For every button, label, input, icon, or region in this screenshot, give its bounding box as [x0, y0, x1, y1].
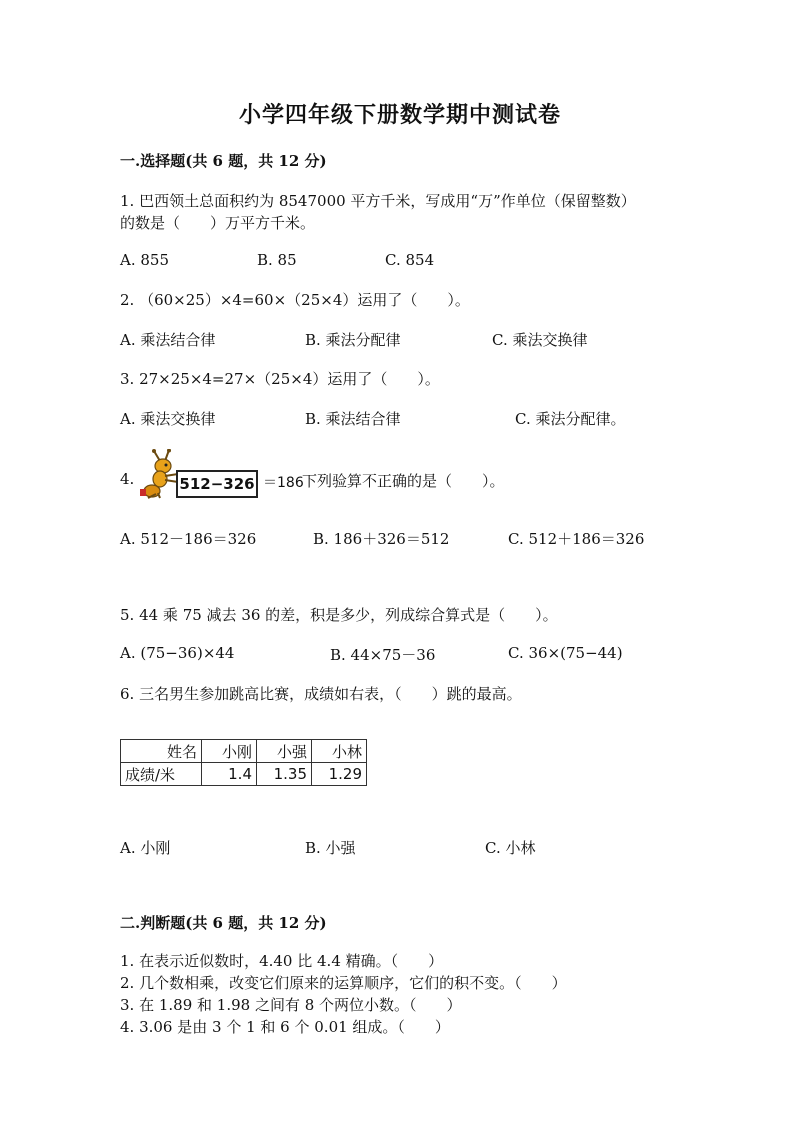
- question-3-option-a[interactable]: A. 乘法交换律: [120, 410, 216, 428]
- question-4-option-c[interactable]: C. 512＋186＝326: [508, 530, 645, 548]
- question-4-option-a[interactable]: A. 512－186＝326: [120, 530, 257, 548]
- table-header-cell: 小强: [257, 740, 312, 763]
- table-header-cell: 小刚: [202, 740, 257, 763]
- question-2-option-c[interactable]: C. 乘法交换律: [492, 331, 588, 349]
- question-6-option-b[interactable]: B. 小强: [305, 839, 356, 857]
- table-cell: 1.4: [202, 763, 257, 786]
- question-5-option-a[interactable]: A. (75−36)×44: [120, 644, 235, 662]
- question-6-option-c[interactable]: C. 小林: [485, 839, 536, 857]
- judgment-item-2: 2. 几个数相乘，改变它们原来的运算顺序，它们的积不变。（ ）: [120, 974, 567, 992]
- question-1-option-c[interactable]: C. 854: [385, 251, 435, 269]
- question-4-option-b[interactable]: B. 186＋326＝512: [313, 530, 450, 548]
- question-3-option-b[interactable]: B. 乘法结合律: [305, 410, 401, 428]
- question-5-option-c[interactable]: C. 36×(75−44): [508, 644, 623, 662]
- question-1-line1: 1. 巴西领土总面积约为 8547000 平方千米，写成用“万”作单位（保留整数）: [120, 192, 636, 210]
- judgment-item-3: 3. 在 1.89 和 1.98 之间有 8 个两位小数。（ ）: [120, 996, 462, 1014]
- table-header-cell: 小林: [312, 740, 367, 763]
- calculation-result: ＝186: [263, 475, 304, 491]
- question-4-number: 4.: [120, 470, 135, 488]
- page-title: 小学四年级下册数学期中测试卷: [238, 102, 561, 128]
- question-2-option-b[interactable]: B. 乘法分配律: [305, 331, 401, 349]
- table-cell: 成绩/米: [121, 763, 202, 786]
- question-2-option-a[interactable]: A. 乘法结合律: [120, 331, 216, 349]
- score-table: [120, 739, 367, 786]
- table-cell: 1.29: [312, 763, 367, 786]
- question-6-option-a[interactable]: A. 小刚: [120, 839, 171, 857]
- table-row: [121, 763, 367, 786]
- question-2-text: 2. （60×25）×4=60×（25×4）运用了（ ）。: [120, 291, 470, 309]
- question-3-option-c[interactable]: C. 乘法分配律。: [515, 410, 626, 428]
- question-6-text: 6. 三名男生参加跳高比赛，成绩如右表，（ ）跳的最高。: [120, 685, 522, 703]
- question-3-text: 3. 27×25×4=27×（25×4）运用了（ ）。: [120, 370, 440, 388]
- question-1-option-b[interactable]: B. 85: [257, 251, 297, 269]
- question-5-option-b[interactable]: B. 44×75－36: [330, 646, 436, 664]
- section-heading-choice: 一.选择题(共 6 题，共 12 分): [120, 152, 327, 170]
- question-4-text: 下列验算不正确的是（ ）。: [302, 472, 505, 490]
- question-5-text: 5. 44 乘 75 减去 36 的差，积是多少，列成综合算式是（ ）。: [120, 606, 558, 624]
- judgment-item-4: 4. 3.06 是由 3 个 1 和 6 个 0.01 组成。（ ）: [120, 1018, 450, 1036]
- calculation-sign: [176, 470, 258, 498]
- table-header-cell: 姓名: [121, 740, 202, 763]
- table-cell: 1.35: [257, 763, 312, 786]
- calculation-expression: 512−326: [179, 475, 255, 493]
- judgment-item-1: 1. 在表示近似数时，4.40 比 4.4 精确。（ ）: [120, 952, 444, 970]
- question-1-line2: 的数是（ ）万平方千米。: [120, 214, 316, 232]
- table-header-row: [121, 740, 367, 763]
- question-1-option-a[interactable]: A. 855: [120, 251, 169, 269]
- section-heading-judgment: 二.判断题(共 6 题，共 12 分): [120, 914, 327, 932]
